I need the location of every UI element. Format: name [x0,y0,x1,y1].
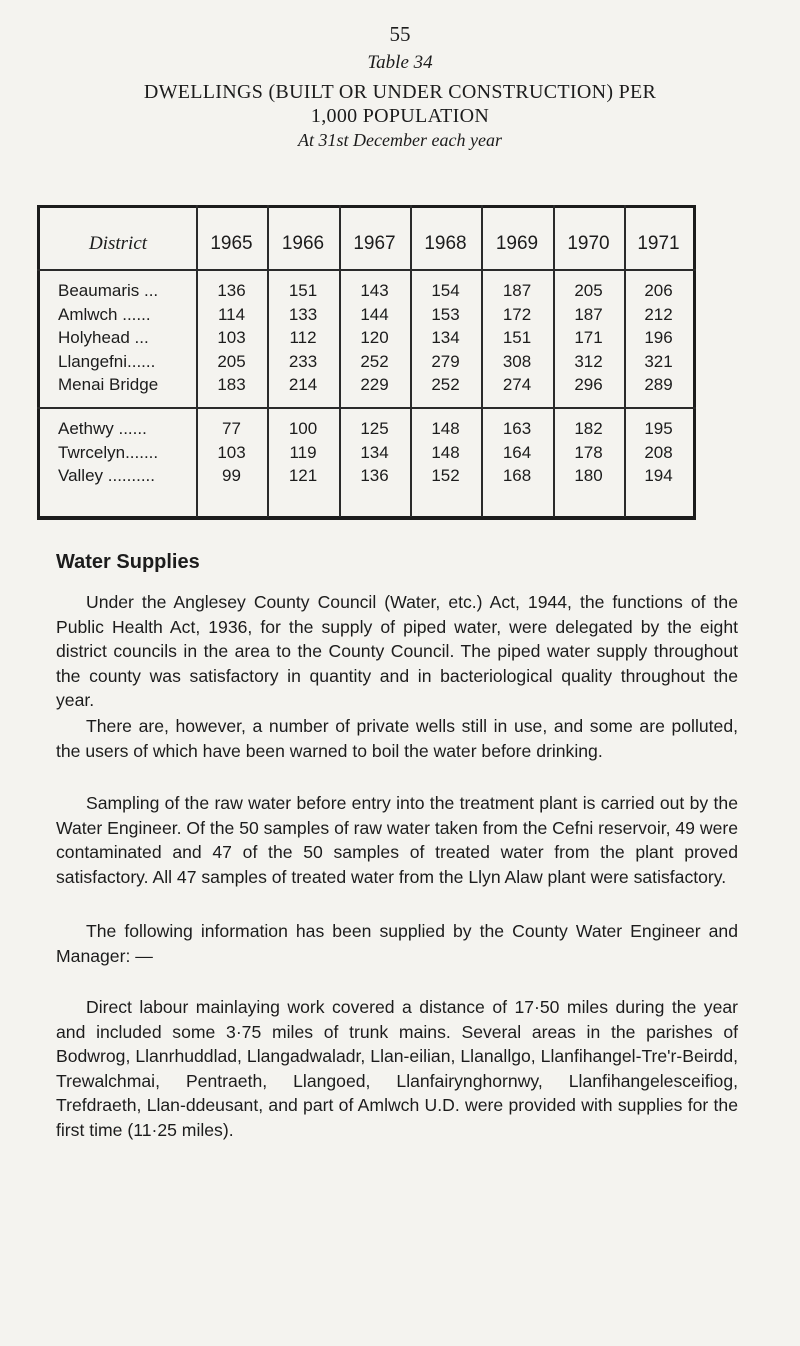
district-name: Aethwy ...... [58,419,147,438]
table-title [0,80,800,128]
table-cell: 148 [431,419,460,438]
table-cell: 100 [288,419,318,438]
table-cell: 274 [502,375,532,394]
table-frame-bottom [37,516,696,520]
table-cell: 125 [360,419,389,438]
table-cell: 153 [431,304,460,324]
district-name: Amlwch ...... [58,304,151,324]
table-cell: 112 [289,328,317,347]
paragraph: Direct labour mainlaying work covered a distance of 17·50 miles during the year and included some 3·75 miles of trunk mains. Several areas in the parishes of Bodwrog, Llanrhuddlad, Llangadwaladr, Llan-eilian, Llanallgo, Llanfihangel-Tre'r-Beirdd, Trewalchmai, Pentraeth, Llangoed, Llanfairynghornwy, Llanfihangelesceifiog, Trefdraeth, Llan-ddeusant, and part of Amlwch U.D. were provided with supplies for the first time (11·25 miles). [56,997,738,1140]
district-name: Valley .......... [58,466,155,485]
table-cell: 99 [222,466,241,485]
table-cell: 289 [644,375,673,394]
table-cell: 229 [360,375,389,394]
table-cell: 136 [360,466,389,485]
table-title-line2: 1,000 POPULATION [310,105,490,127]
paragraph: There are, however, a number of private wells still in use, and some are polluted, the users of which have been warned to boil the water before drinking. [56,716,738,761]
table-cell: 154 [431,281,460,300]
paragraph: The following information has been supplied by the County Water Engineer and Manager: — [56,921,738,966]
paragraph: Under the Anglesey County Council (Water, etc.) Act, 1944, the functions of the Public Health Act, 1936, for the supply of piped water, were delegated by the eight district councils in the area to the County Council. The piped water supply throughout the county was satisfactory in quantity and in bacteriological quality throughout the year. [56,592,738,710]
table-cell: 196 [644,328,673,347]
table-cell: 168 [502,466,532,485]
district-name: Holyhead ... [58,328,149,347]
table-cell: 187 [502,281,532,300]
section-heading-water-supplies: Water Supplies [56,551,200,573]
paragraph: Sampling of the raw water before entry into the treatment plant is carried out by the Water Engineer. Of the 50 samples of raw water taken from the Cefni reservoir, 49 were contaminated and 47 of the 50 samples of treated water from the plant proved satisfactory. All 47 samples of treated water from the Llyn Alaw plant were satisfactory. [56,793,738,887]
header-year: 1971 [637,233,680,254]
table-cell: 214 [288,375,318,394]
table-cell: 134 [431,328,460,347]
table-cell: 312 [574,351,603,371]
table-cell: 205 [217,351,246,371]
table-label: Table 34 [367,52,433,73]
table-cell: 182 [574,419,603,438]
group-divider [37,407,696,409]
table-subtitle: At 31st December each year [298,130,502,150]
table-cell: 103 [217,328,246,347]
table-cell: 152 [431,466,460,485]
table-cell: 121 [288,466,318,485]
district-name: Menai Bridge [58,375,159,394]
table-cell: 208 [644,442,673,462]
header-year: 1970 [567,233,610,254]
table-cell: 136 [217,281,246,300]
table-frame-right [693,205,696,520]
table-cell: 119 [289,442,317,462]
table-cell: 163 [502,419,532,438]
table-cell: 180 [574,466,603,485]
page-number: 55 [389,22,411,46]
table-cell: 321 [644,351,673,371]
header-year: 1966 [281,233,325,254]
table-cell: 212 [644,304,673,324]
table-cell: 252 [360,351,389,371]
header-year: 1968 [424,233,467,254]
table-cell: 164 [502,442,532,462]
table-frame-top [37,205,696,208]
table-cell: 279 [431,351,460,371]
header-divider [37,269,696,271]
table-cell: 133 [288,304,318,324]
table-cell: 120 [360,328,389,347]
header-year: 1965 [210,233,253,254]
district-name: Llangefni...... [58,351,156,371]
table-cell: 114 [217,304,246,324]
table-cell: 143 [360,281,389,300]
district-name: Beaumaris ... [58,281,159,300]
header-year: 1967 [353,233,396,254]
table-cell: 206 [644,281,673,300]
table-cell: 183 [217,375,246,394]
table-cell: 134 [360,442,389,462]
table-cell: 233 [288,351,318,371]
table-title-line1: DWELLINGS (BUILT OR UNDER CONSTRUCTION) PER [143,81,657,103]
table-cell: 252 [431,375,460,394]
district-name: Twrcelyn....... [58,442,159,462]
table-cell: 151 [502,328,532,347]
table-cell: 195 [644,419,673,438]
table-cell: 151 [288,281,318,300]
table-cell: 171 [574,328,603,347]
header-district: District [88,233,148,254]
table-cell: 103 [217,442,246,462]
table-cell: 296 [574,375,603,394]
table-cell: 172 [502,304,532,324]
table-cell: 148 [431,442,460,462]
header-year: 1969 [495,233,539,254]
table-cell: 144 [360,304,389,324]
dwellings-table [37,205,696,519]
table-cell: 308 [502,351,532,371]
table-cell: 77 [222,419,241,438]
table-cell: 178 [574,442,603,462]
table-cell: 187 [574,304,603,324]
table-cell: 194 [644,466,673,485]
table-cell: 205 [574,281,603,300]
